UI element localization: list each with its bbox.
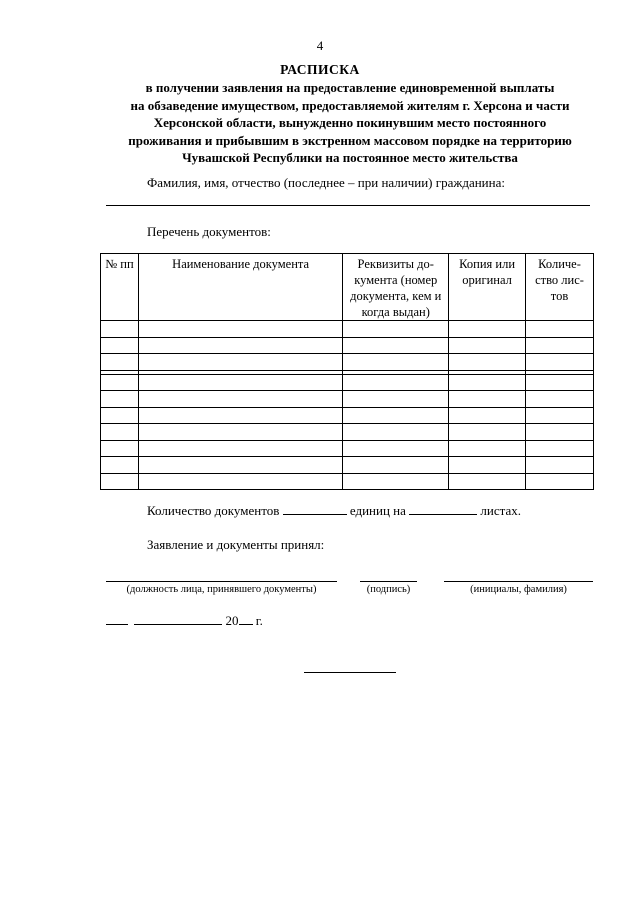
year-prefix: 20 bbox=[225, 613, 239, 628]
table-row[interactable] bbox=[101, 337, 594, 354]
column-header-copy-or-original: Копия или оригинал bbox=[449, 254, 526, 321]
table-row[interactable] bbox=[101, 473, 594, 490]
documents-list-label: Перечень документов: bbox=[147, 224, 271, 239]
units-label: единиц на bbox=[349, 503, 406, 518]
subtitle-line: на обзаведение имуществом, предоставляемой жителям г. Херсона и части bbox=[130, 97, 570, 113]
month-field[interactable] bbox=[134, 614, 222, 625]
document-title: РАСПИСКА bbox=[280, 62, 360, 77]
documents-table bbox=[100, 253, 594, 490]
accepted-by-label: Заявление и документы принял: bbox=[147, 537, 325, 552]
initials-field-line[interactable] bbox=[444, 581, 593, 582]
document-subtitle bbox=[100, 79, 600, 167]
column-header-number: № пп bbox=[101, 254, 139, 321]
signature-caption: (подпись) bbox=[366, 584, 411, 595]
table-row[interactable] bbox=[101, 321, 594, 338]
date-line bbox=[106, 613, 263, 629]
year-suffix: г. bbox=[255, 613, 263, 628]
initials-caption: (инициалы, фамилия) bbox=[470, 584, 567, 595]
table-row[interactable] bbox=[101, 391, 594, 408]
document-count-label: Количество документов bbox=[147, 503, 280, 518]
subtitle-line: в получении заявления на предоставление единовременной выплаты bbox=[145, 80, 555, 95]
subtitle-line: Чувашской Республики на постоянное место жительства bbox=[182, 150, 518, 165]
full-name-field-line[interactable] bbox=[106, 205, 590, 206]
table-row[interactable] bbox=[101, 407, 594, 424]
position-field-line[interactable] bbox=[106, 581, 337, 582]
subtitle-line: Херсонской области, вынужденно покинувшим место постоянного bbox=[153, 115, 547, 130]
table-row[interactable] bbox=[101, 457, 594, 474]
column-header-document-details: Реквизиты до-кумента (номер документа, кем и когда выдан) bbox=[343, 254, 449, 321]
table-row[interactable] bbox=[101, 424, 594, 441]
document-count-field[interactable] bbox=[283, 504, 347, 515]
subtitle-line: проживания и прибывшим в экстренном массовом порядке на территорию bbox=[128, 132, 572, 148]
signature-field-line[interactable] bbox=[360, 581, 417, 582]
column-header-document-name: Наименование документа bbox=[138, 254, 342, 321]
day-field[interactable] bbox=[106, 614, 128, 625]
sheet-count-field[interactable] bbox=[409, 504, 477, 515]
sheets-label: листах. bbox=[480, 503, 521, 518]
page-number: 4 bbox=[316, 38, 324, 53]
table-header-row bbox=[101, 254, 594, 321]
table-row[interactable] bbox=[101, 374, 594, 391]
table-row[interactable] bbox=[101, 440, 594, 457]
document-count-line bbox=[147, 503, 521, 519]
end-separator-line bbox=[304, 672, 396, 673]
table-row[interactable] bbox=[101, 354, 594, 371]
year-field[interactable] bbox=[239, 614, 253, 625]
position-caption: (должность лица, принявшего документы) bbox=[126, 584, 317, 595]
column-header-sheet-count: Количе-ство лис-тов bbox=[526, 254, 594, 321]
full-name-label: Фамилия, имя, отчество (последнее – при наличии) гражданина: bbox=[147, 175, 505, 190]
